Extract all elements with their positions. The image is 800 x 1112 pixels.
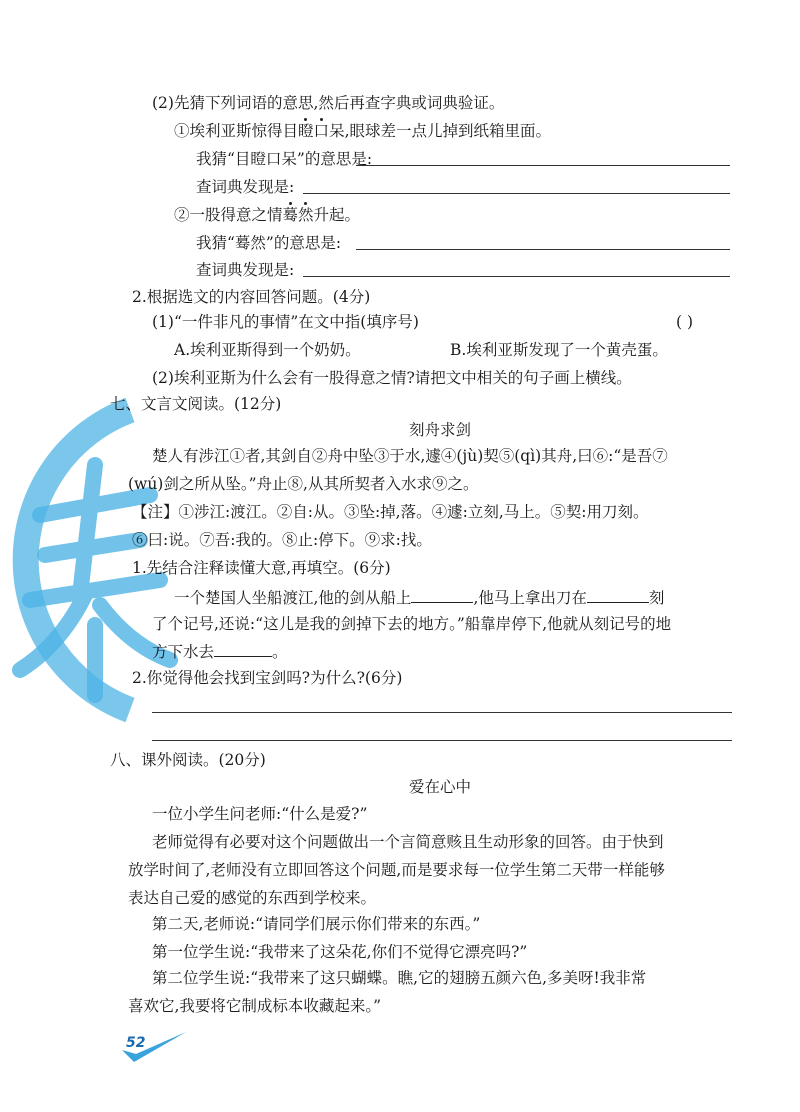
paragraph-3: 第二天,老师说:“请同学们展示你们带来的东西。” [152, 915, 481, 933]
paragraph-4: 第一位学生说:“我带来了这朵花,你们不觉得它漂亮吗?” [152, 943, 528, 961]
guess-answer-line-1[interactable] [356, 165, 730, 166]
classical-text-line-1: 楚人有涉江①者,其剑自②舟中坠③于水,遽④(jù)契⑤(qì)其舟,曰⑥:“是吾⑦ [152, 447, 668, 465]
answer-line-7-2[interactable] [152, 740, 732, 741]
paragraph-2-line-1: 老师觉得有必要对这个问题做出一个言简意赅且生动形象的回答。由于快到 [152, 833, 664, 851]
q2-2-item1: ①埃利亚斯惊得目瞪口呆,眼球差一点儿掉到纸箱里面。 [174, 122, 552, 140]
guess-label-1: 我猜“目瞪口呆”的意思是: [196, 150, 373, 168]
fill-blank-1[interactable] [411, 586, 473, 603]
q2-sub1: (1)“一件非凡的事情”在文中指(填序号) [152, 313, 419, 331]
section-7-q2: 2.你觉得他会找到宝剑吗?为什么?(6分) [132, 669, 403, 687]
fill-blank-2[interactable] [587, 586, 649, 603]
guess-label-2: 我猜“蓦然”的意思是: [196, 234, 342, 252]
paragraph-1: 一位小学生问老师:“什么是爱?” [152, 805, 368, 823]
fill-line-3: 方下水去 。 [152, 640, 288, 662]
paragraph-5-line-1: 第二位学生说:“我带来了这只蝴蝶。瞧,它的翅膀五颜六色,多美呀!我非常 [152, 969, 647, 987]
guess-answer-line-2[interactable] [356, 249, 730, 250]
passage-title-8: 爱在心中 [408, 778, 471, 796]
check-answer-line-2[interactable] [303, 276, 730, 277]
q2-2-item2: ②一股得意之情蓦然升起。 [174, 206, 361, 224]
notes-line-2: ⑥曰:说。⑦吾:我的。⑧止:停下。⑨求:找。 [132, 531, 432, 549]
paragraph-2-line-3: 表达自己爱的感觉的东西到学校来。 [128, 889, 377, 907]
option-b[interactable]: B.埃利亚斯发现了一个黄壳蛋。 [450, 341, 668, 359]
paragraph-5-line-2: 喜欢它,我要将它制成标本收藏起来。” [128, 997, 382, 1015]
classical-text-line-2: (wú)剑之所从坠。”舟止⑧,从其所契者入水求⑨之。 [128, 475, 479, 493]
page-number: 52 [126, 1035, 146, 1051]
paragraph-2-line-2: 放学时间了,老师没有立即回答这个问题,而是要求每一位学生第二天带一样能够 [128, 861, 665, 879]
section-7-q1: 1.先结合注释读懂大意,再填空。(6分) [132, 559, 391, 577]
q2-header: 2.根据选文的内容回答问题。(4分) [132, 288, 371, 306]
q2-2-header: (2)先猜下列词语的意思,然后再查字典或词典验证。 [152, 94, 505, 112]
option-a[interactable]: A.埃利亚斯得到一个奶奶。 [174, 341, 361, 359]
section-7-header: 七、文言文阅读。(12分) [110, 395, 282, 413]
q2-sub2: (2)埃利亚斯为什么会有一股得意之情?请把文中相关的句子画上横线。 [152, 369, 632, 387]
notes-line-1: 【注】①涉江:渡江。②自:从。③坠:掉,落。④遽:立刻,马上。⑤契:用刀刻。 [132, 503, 649, 521]
fill-blank-3[interactable] [214, 640, 272, 657]
section-8-header: 八、课外阅读。(20分) [110, 751, 266, 769]
passage-title-7: 刻舟求剑 [408, 421, 471, 439]
check-label-1: 查词典发现是: [196, 178, 295, 196]
fill-line-2: 了个记号,还说:“这儿是我的剑掉下去的地方。”船靠岸停下,他就从刻记号的地 [152, 615, 672, 633]
answer-line-7-1[interactable] [152, 712, 732, 713]
fill-line-1: 一个楚国人坐船渡江,他的剑从船上 ,他马上拿出刀在 刻 [174, 586, 664, 608]
answer-paren[interactable]: ( ) [676, 313, 694, 331]
check-label-2: 查词典发现是: [196, 261, 295, 279]
check-answer-line-1[interactable] [303, 193, 730, 194]
